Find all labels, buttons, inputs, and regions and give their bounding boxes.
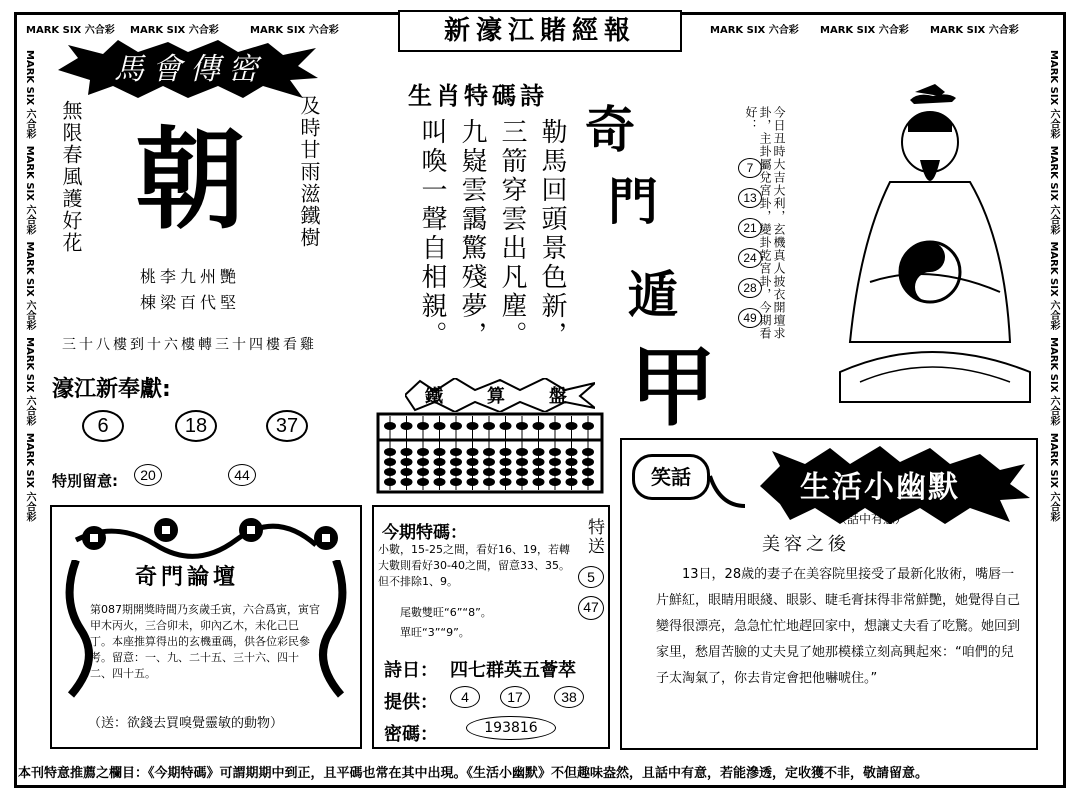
qimen-number: 24	[738, 248, 762, 268]
abacus-bead	[483, 468, 495, 476]
abacus-bead	[582, 422, 594, 430]
abacus-bead	[516, 422, 528, 430]
abacus-bead	[533, 478, 545, 486]
tiger-icon	[908, 88, 958, 108]
abacus-bead	[467, 478, 479, 486]
qimen-number: 7	[738, 158, 762, 178]
hint-text: 三十八樓到十六樓轉三十四樓看雞	[62, 337, 317, 353]
abacus-bead	[500, 448, 512, 456]
abacus-bead	[384, 448, 396, 456]
abacus-bead	[533, 458, 545, 466]
abacus-bead	[483, 422, 495, 430]
qimen-char: 奇	[585, 100, 635, 159]
abacus-bead	[483, 458, 495, 466]
abacus-bead	[401, 448, 413, 456]
abacus-title-char: 盤	[549, 386, 567, 407]
abacus-bead	[500, 422, 512, 430]
joke-tag: 笑話	[632, 454, 710, 500]
abacus-bead	[467, 468, 479, 476]
abacus-bead	[483, 478, 495, 486]
abacus-title-char: 鐵	[425, 386, 443, 407]
humor-subtitle: （話中有意）	[835, 512, 908, 526]
special-number: 20	[134, 464, 162, 486]
left-watermark-column: MARK SIX 六合彩 MARK SIX 六合彩 MARK SIX 六合彩 MARK SIX 六合彩 MARK SIX 六合彩	[24, 50, 35, 522]
code-value: 193816	[466, 716, 556, 740]
qimen-side-text: 今日丑時大吉大利，玄機真人披衣開壇求卦，主卦屬兌宮卦，變卦乾宮卦，今期看好：	[744, 106, 786, 340]
abacus-bead	[566, 422, 578, 430]
send-number: 47	[578, 596, 604, 620]
abacus-bead	[467, 422, 479, 430]
poem-text: 四七群英五薈萃	[450, 660, 576, 681]
special-label: 特別留意:	[52, 472, 118, 490]
offer-number: 4	[450, 686, 480, 708]
qimen-number: 49	[738, 308, 762, 328]
poem-line: 九嶷雲靄驚殘夢，	[457, 118, 487, 350]
abacus-bead	[384, 468, 396, 476]
abacus-bead	[417, 422, 429, 430]
sage-illustration	[830, 82, 1040, 412]
abacus-bead	[434, 478, 446, 486]
send-number: 5	[578, 566, 604, 588]
abacus-bead	[533, 448, 545, 456]
poem-line: 勒馬回頭景色新，	[537, 118, 567, 350]
abacus-bead	[467, 448, 479, 456]
abacus-bead	[434, 468, 446, 476]
contribution-label: 濠江新奉獻:	[52, 377, 171, 402]
abacus-bead	[450, 478, 462, 486]
abacus-bead	[549, 478, 561, 486]
abacus-bead	[434, 422, 446, 430]
poem-line: 三箭穿雲出凡塵。	[497, 118, 527, 350]
abacus-bead	[549, 448, 561, 456]
abacus-bead	[401, 478, 413, 486]
abacus-illustration	[376, 412, 604, 494]
story-text: 13日，28歲的妻子在美容院里接受了最新化妝術，嘴唇一片鮮紅，眼睛用眼綫、眼影、睫毛膏抹得非常鮮艷，她覺得自己變得很漂亮，急急忙忙地趕回家中，想讓丈夫看了吃驚。她回到家里，愁眉苦臉的丈夫見了她那模樣立刻高興起來：“咱們的兒子太淘氣了，你去肯定會把他嚇唬住。”	[656, 567, 1021, 686]
offer-number: 38	[554, 686, 584, 708]
abacus-bead	[582, 448, 594, 456]
discussion-body: 第087期開獎時間乃亥歲壬寅，六合爲寅，寅官甲木丙火，三合卯未，卯內乙木，未化己巳丁。本座推算得出的玄機重碼，供各位彩民參考。留意：一、九、二十五、三十六、四十二、四十五。	[90, 603, 320, 680]
issue-line: 小數，15-25之間，看好16、19，若轉大數則看好30-40之間，留意33、35。但不排除1、9。	[378, 543, 570, 588]
watermark-text: MARK SIX 六合彩	[130, 25, 219, 36]
abacus-bead	[549, 422, 561, 430]
abacus-bead	[582, 478, 594, 486]
footer-text: 本刊特意推薦之欄目：《今期特碼》可謂期期中到正，且平碼也常在其中出現。《生活小幽默》不但趣味盎然，且話中有意，若能滲透，定收獲不非，敬請留意。	[18, 766, 929, 781]
abacus-bead	[417, 458, 429, 466]
qimen-char: 遁	[628, 265, 678, 324]
abacus-bead	[566, 448, 578, 456]
watermark-text: MARK SIX 六合彩	[710, 25, 799, 36]
poem-label: 詩日：	[384, 660, 438, 681]
couplet-line-2: 棟梁百代堅	[140, 293, 241, 312]
abacus-bead	[516, 448, 528, 456]
issue-line: 單旺“3”“9”。	[400, 626, 470, 639]
offer-label: 提供：	[384, 692, 438, 713]
abacus-bead	[549, 458, 561, 466]
abacus-bead	[566, 458, 578, 466]
contribution-number: 6	[82, 410, 124, 442]
abacus-bead	[434, 448, 446, 456]
abacus-bead	[401, 468, 413, 476]
watermark-text: MARK SIX 六合彩	[820, 25, 909, 36]
qimen-char: 甲	[630, 337, 716, 438]
discussion-title: 奇門論壇	[135, 564, 240, 590]
qimen-number: 28	[738, 278, 762, 298]
abacus-bead	[450, 448, 462, 456]
poem-line: 叫喚一聲自相親。	[417, 118, 447, 350]
abacus-bead	[450, 422, 462, 430]
abacus-bead	[566, 468, 578, 476]
qimen-number: 13	[738, 188, 762, 208]
newspaper-title: 新濠江賭經報	[398, 10, 682, 52]
issue-line: 尾數雙旺“6”“8”。	[400, 606, 492, 619]
abacus-bead	[516, 468, 528, 476]
watermark-text: MARK SIX 六合彩	[930, 25, 1019, 36]
abacus-bead	[384, 458, 396, 466]
poem-title: 生肖特碼詩	[408, 81, 548, 110]
abacus-bead	[467, 458, 479, 466]
abacus-bead	[417, 448, 429, 456]
code-label: 密碼：	[384, 724, 438, 745]
abacus-bead	[450, 458, 462, 466]
watermark-text: MARK SIX 六合彩	[26, 25, 115, 36]
abacus-bead	[533, 422, 545, 430]
contribution-number: 37	[266, 410, 308, 442]
qimen-char: 門	[608, 172, 658, 231]
banner-title: 馬會傳密	[114, 52, 266, 87]
issue-label: 今期特碼：	[382, 523, 467, 543]
abacus-bead	[533, 468, 545, 476]
abacus-bead	[483, 448, 495, 456]
qimen-number: 21	[738, 218, 762, 238]
discussion-note: （送：欲錢去買嗅覺靈敏的動物）	[88, 716, 284, 731]
abacus-bead	[500, 468, 512, 476]
abacus-bead	[384, 478, 396, 486]
offer-number: 17	[500, 686, 530, 708]
abacus-bead	[384, 422, 396, 430]
humor-title: 生活小幽默	[800, 470, 960, 505]
abacus-bead	[450, 468, 462, 476]
big-character: 朝	[135, 115, 245, 244]
couplet-left: 無限春風護好花	[59, 100, 83, 254]
abacus-bead	[516, 478, 528, 486]
story-title: 美容之後	[762, 534, 850, 555]
send-label: 特送	[584, 518, 604, 556]
couplet-right: 及時甘雨滋鐵樹	[297, 95, 321, 249]
abacus-bead	[500, 478, 512, 486]
abacus-bead	[401, 422, 413, 430]
couplet-line-1: 桃李九州艷	[140, 267, 241, 286]
abacus-bead	[549, 468, 561, 476]
abacus-bead	[434, 458, 446, 466]
abacus-bead	[417, 468, 429, 476]
abacus-bead	[516, 458, 528, 466]
abacus-title-char: 算	[487, 386, 505, 407]
abacus-bead	[566, 478, 578, 486]
abacus-bead	[582, 458, 594, 466]
watermark-text: MARK SIX 六合彩	[250, 25, 339, 36]
contribution-number: 18	[175, 410, 217, 442]
right-watermark-column: MARK SIX 六合彩 MARK SIX 六合彩 MARK SIX 六合彩 MARK SIX 六合彩 MARK SIX 六合彩	[1048, 50, 1059, 522]
abacus-bead	[417, 478, 429, 486]
special-number: 44	[228, 464, 256, 486]
abacus-bead	[500, 458, 512, 466]
abacus-bead	[401, 458, 413, 466]
abacus-bead	[582, 468, 594, 476]
